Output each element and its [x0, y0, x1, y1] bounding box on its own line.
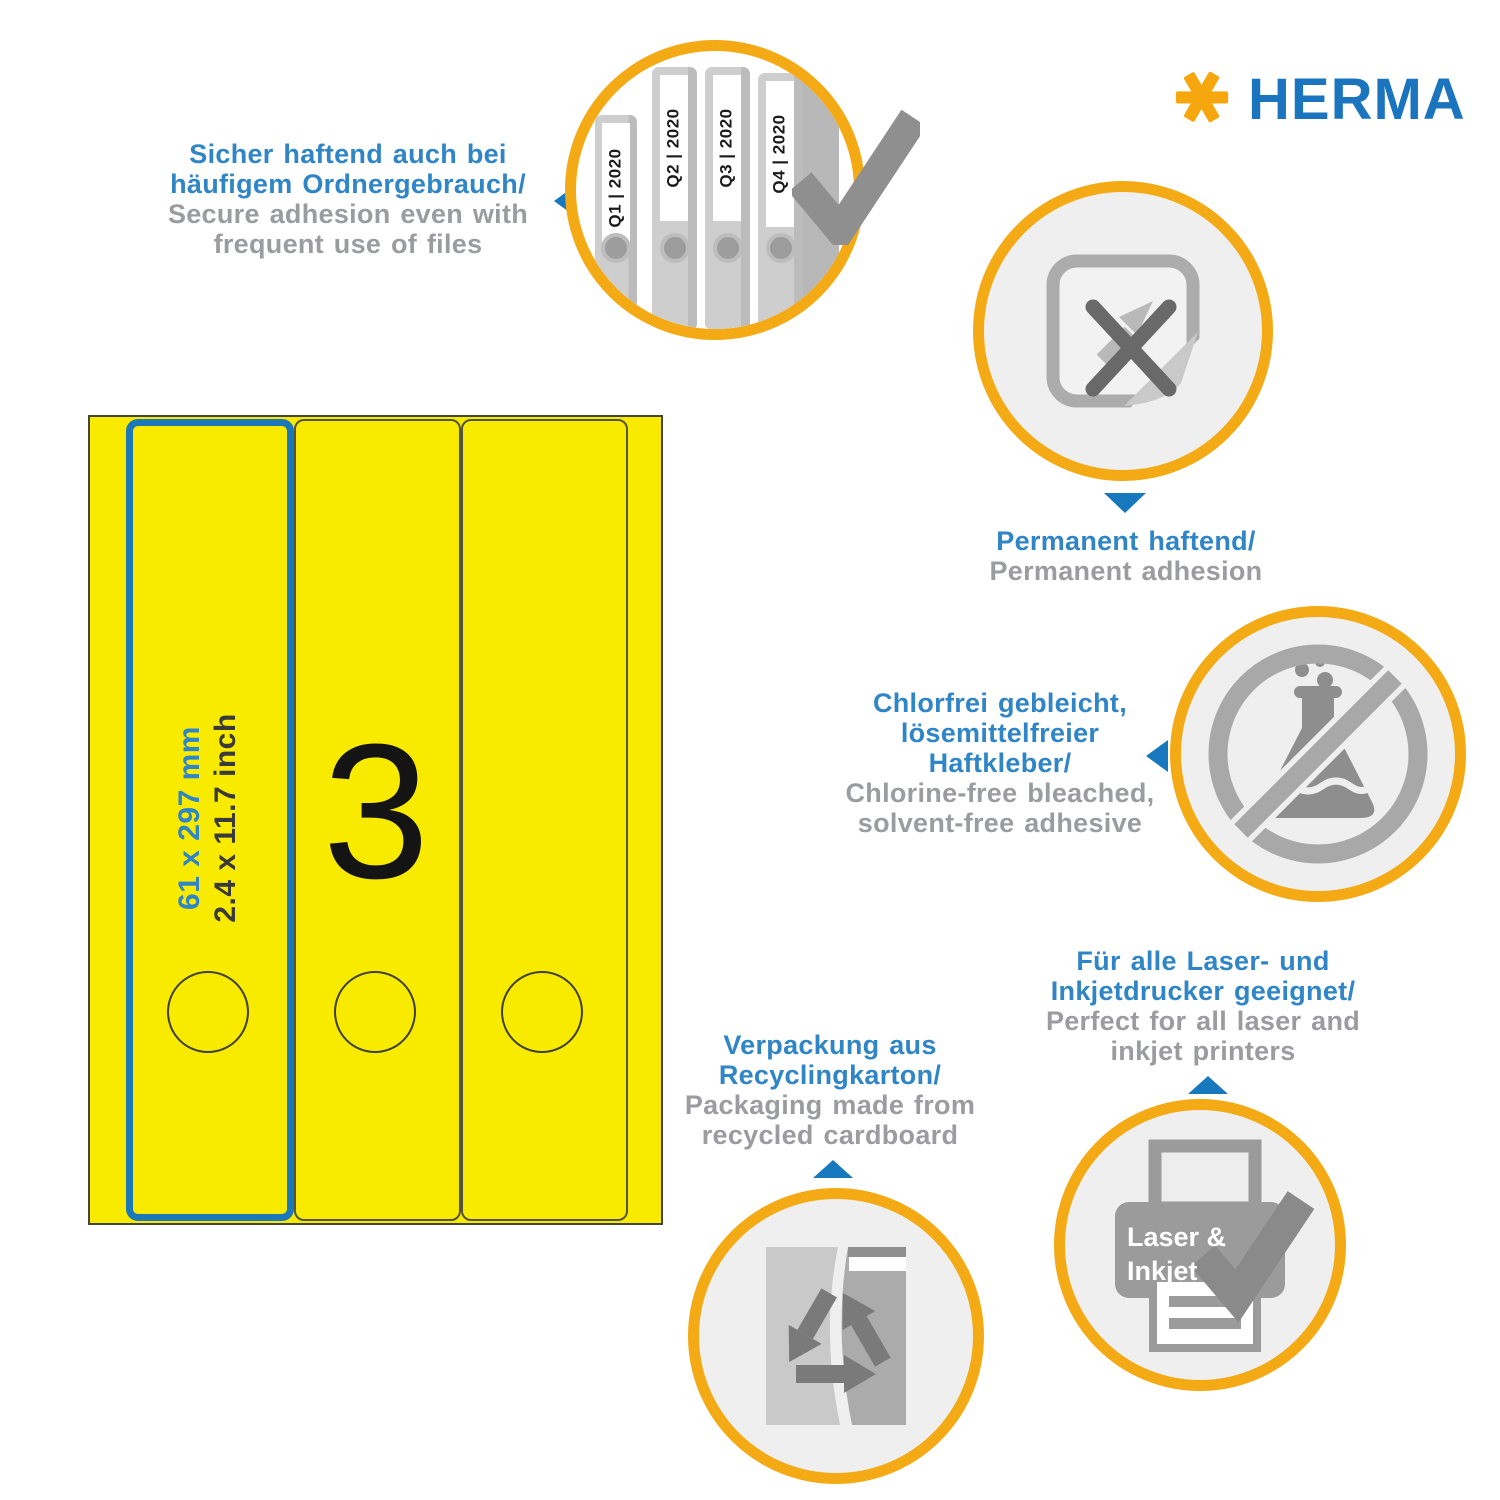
printer-badge-line: Inkjet [1127, 1256, 1198, 1286]
pointer-triangle-down [1104, 493, 1146, 513]
feature-adhesive-de-line: lösemittelfreier [900, 718, 1100, 748]
recycling-circle [688, 1188, 984, 1484]
feature-adhesive-de-line: Chlorfrei gebleicht, [872, 688, 1128, 718]
printer-badge-line: Laser & [1127, 1222, 1227, 1252]
feature-permanent-en-line: Permanent adhesion [989, 556, 1263, 586]
binder-label [660, 75, 688, 221]
feature-adhesive-de-line: Haftkleber/ [928, 748, 1072, 778]
brand-logo-text: HERMA [1248, 67, 1466, 132]
no-solvent-flask-icon [1198, 634, 1438, 874]
printer-badge-text [1127, 1220, 1226, 1288]
feature-packaging-de-line: Verpackung aus [723, 1030, 937, 1060]
label-size-imperial: 2.4 x 11.7 inch [209, 713, 242, 923]
no-chemicals-circle [1170, 606, 1466, 902]
pointer-triangle-left [1146, 740, 1168, 772]
feature-printers-de-line: Für alle Laser- und [1076, 946, 1330, 976]
pointer-triangle-up [813, 1160, 853, 1178]
label-finger-hole [167, 971, 249, 1053]
feature-packaging-en-line: recycled cardboard [701, 1120, 959, 1150]
herma-asterisk-icon [1174, 69, 1230, 125]
label-size-text [172, 713, 244, 922]
feature-secure-de-line: Sicher haftend auch bei [189, 139, 507, 169]
feature-secure-en-line: Secure adhesion even with [167, 199, 529, 229]
binder-hole-icon [601, 233, 631, 263]
binder-hole-icon [660, 233, 690, 263]
feature-adhesive-en-line: Chlorine-free bleached, [845, 778, 1155, 808]
permanent-adhesion-circle [973, 181, 1273, 481]
feature-secure-text [118, 139, 578, 259]
binder-label-text: Q2 | 2020 [664, 108, 684, 188]
label-strip [461, 419, 628, 1221]
folder-binder [595, 115, 637, 325]
feature-adhesive-text [820, 688, 1180, 838]
binder-label [713, 75, 741, 221]
binder-label-text: Q4 | 2020 [770, 114, 790, 194]
folder-binder [652, 67, 697, 329]
label-finger-hole [501, 971, 583, 1053]
label-finger-hole [334, 971, 416, 1053]
no-removal-label-icon [1023, 231, 1223, 431]
folder-binder [705, 67, 750, 329]
binder-hole-icon [713, 233, 743, 263]
feature-printers-en-line: inkjet printers [1110, 1036, 1296, 1066]
label-size-metric: 61 x 297 mm [173, 726, 206, 910]
label-sheet [88, 415, 663, 1225]
binder-label-text: Q3 | 2020 [717, 108, 737, 188]
binder-label [766, 81, 794, 227]
feature-printers-text [993, 946, 1413, 1066]
feature-secure-en-line: frequent use of files [213, 229, 483, 259]
feature-permanent-de-line: Permanent haftend/ [996, 526, 1256, 556]
feature-packaging-en-line: Packaging made from [684, 1090, 976, 1120]
feature-packaging-text [640, 1030, 1020, 1150]
feature-packaging-de-line: Recyclingkarton/ [718, 1060, 942, 1090]
labels-per-sheet-count: 3 [322, 703, 430, 919]
pointer-triangle-up [1188, 1076, 1228, 1094]
feature-printers-en-line: Perfect for all laser and [1045, 1006, 1361, 1036]
feature-secure-de-line: häufigem Ordnergebrauch/ [170, 169, 526, 199]
printer-circle [1054, 1099, 1346, 1391]
feature-adhesive-en-line: solvent-free adhesive [857, 808, 1143, 838]
feature-permanent-text [946, 526, 1306, 586]
feature-printers-de-line: Inkjetdrucker geeignet/ [1050, 976, 1356, 1006]
recycled-cardboard-icon [756, 1241, 916, 1431]
checkmark-icon [792, 110, 920, 245]
binder-label-text: Q1 | 2020 [606, 148, 626, 228]
